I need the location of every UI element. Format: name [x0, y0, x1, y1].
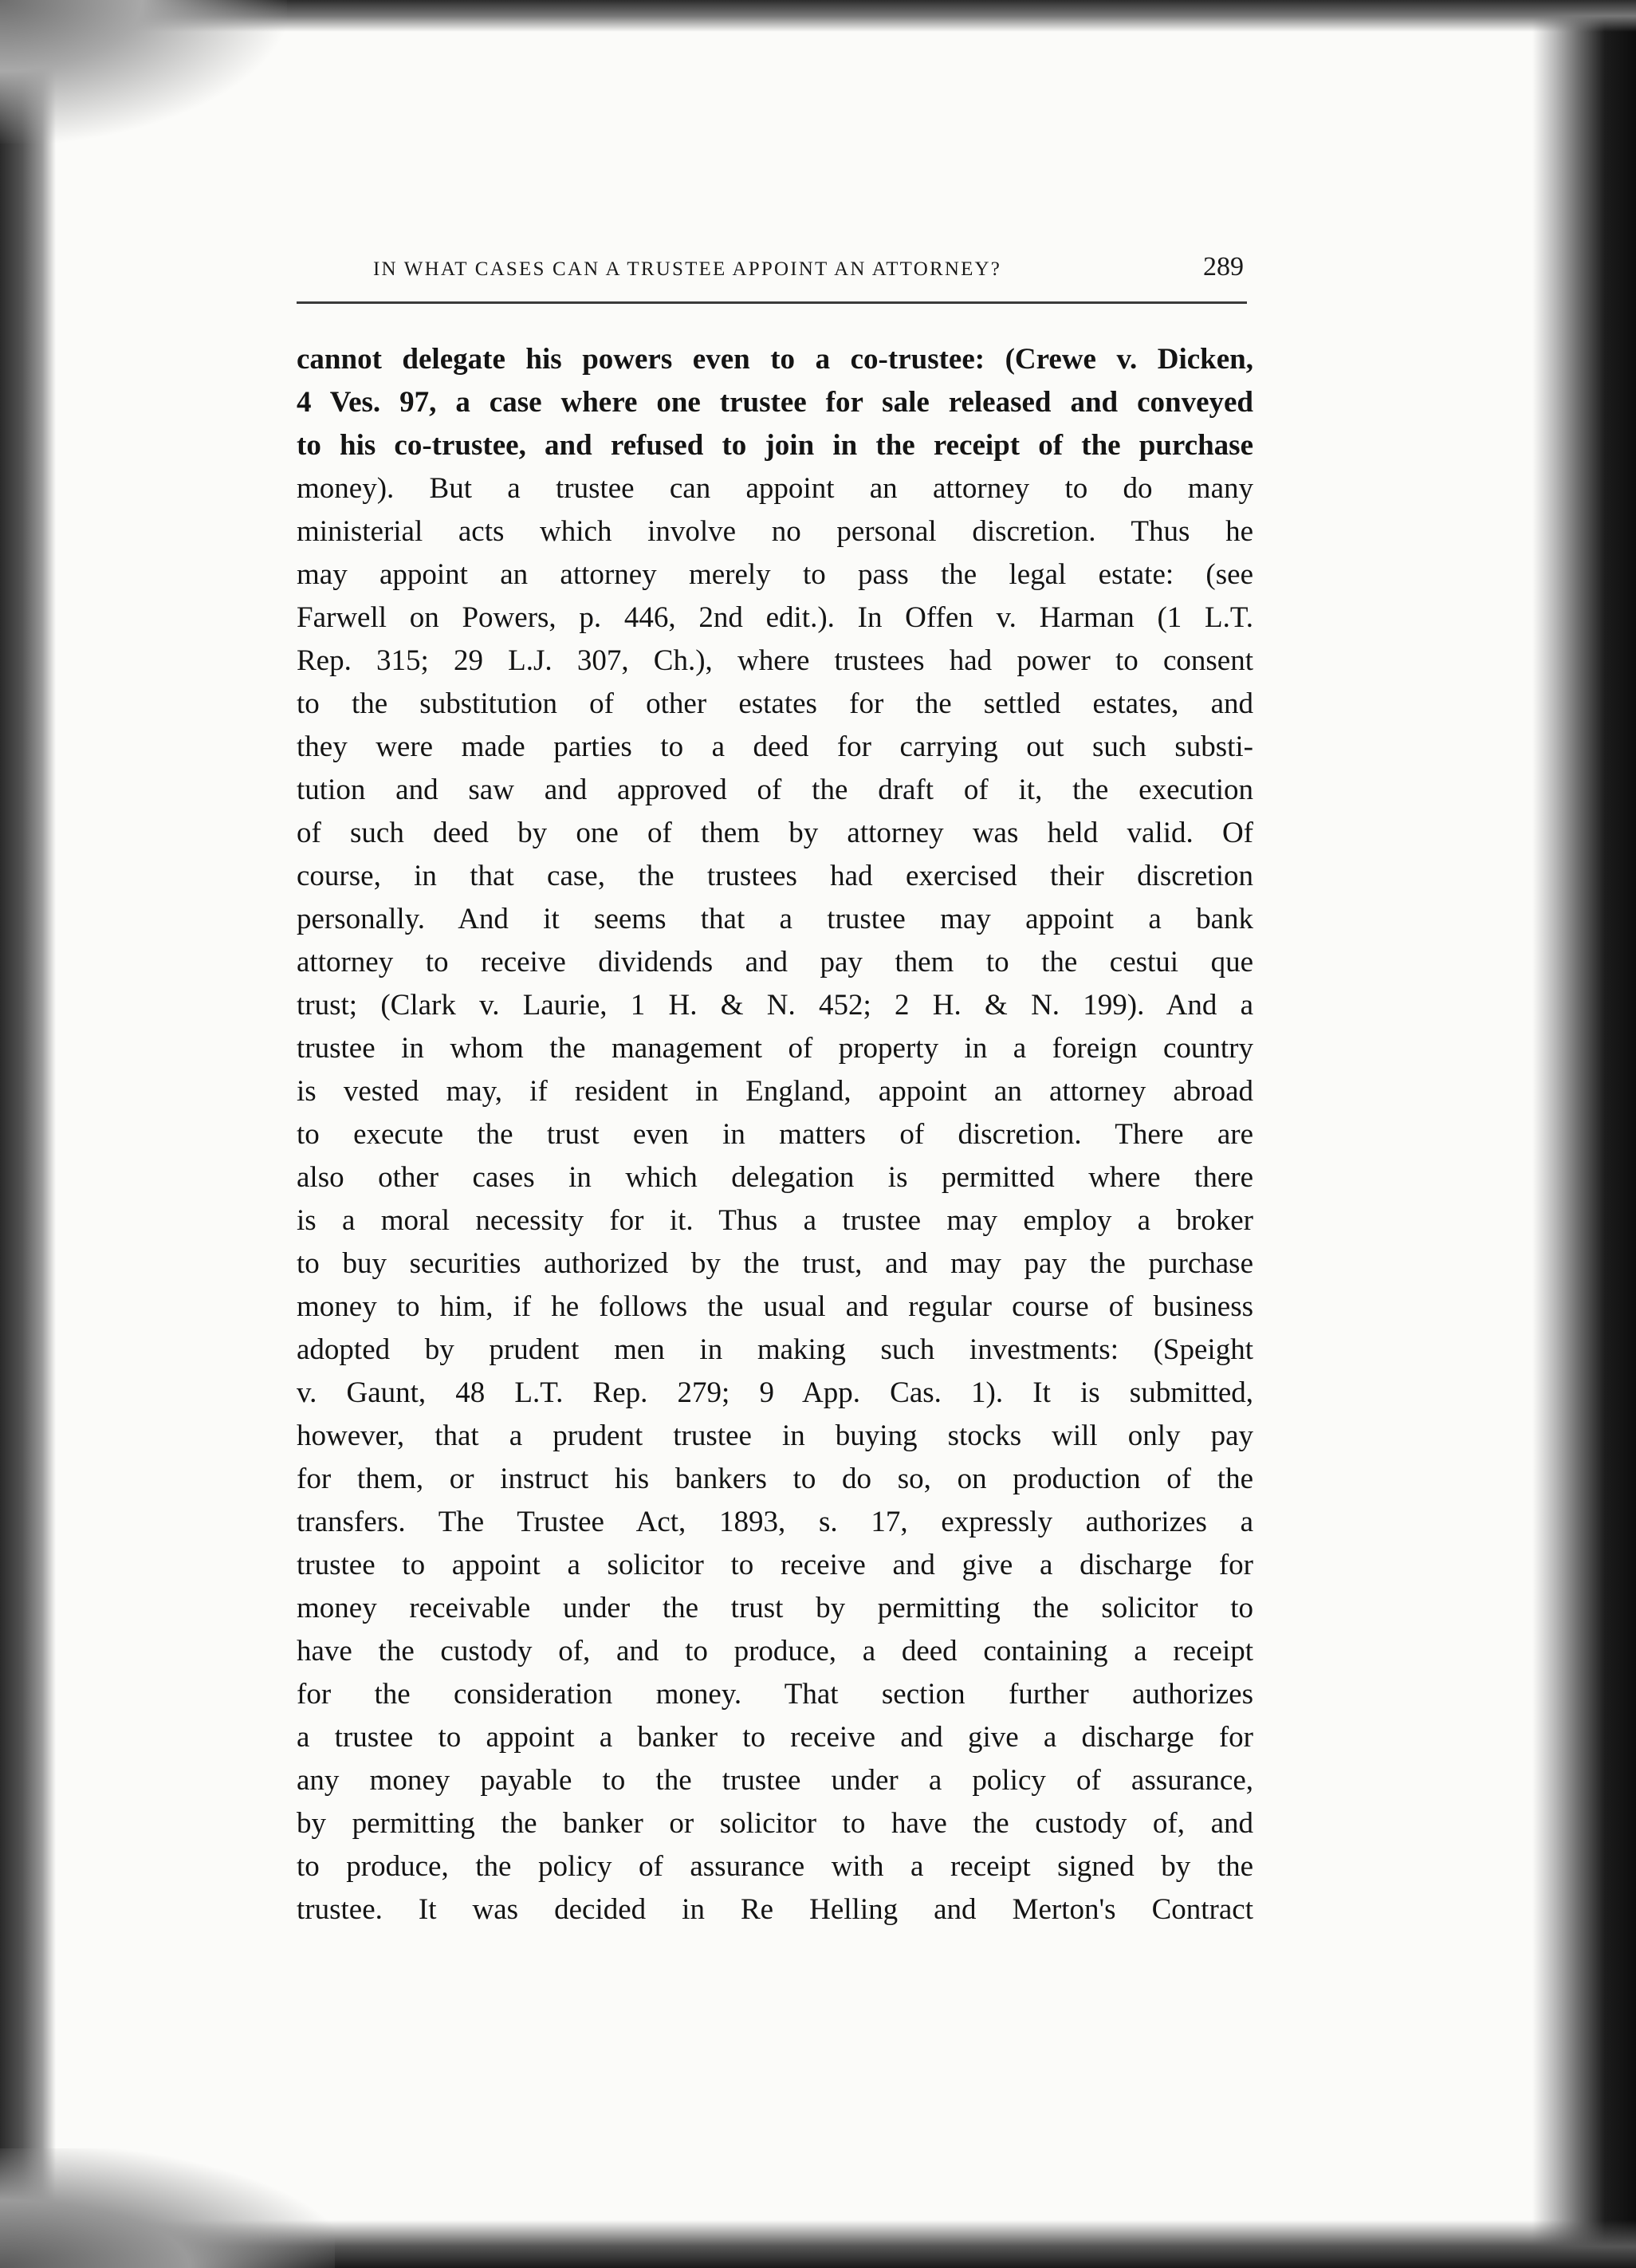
text-line: of such deed by one of them by attorney was held valid. Of	[297, 817, 1253, 849]
text-line: v. Gaunt, 48 L.T. Rep. 279; 9 App. Cas. 1). It is submitted,	[297, 1376, 1253, 1409]
scan-stain-bottom-left	[0, 2148, 335, 2268]
text-line: adopted by prudent men in making such investments: (Speight	[297, 1333, 1253, 1366]
text-line: tution and saw and approved of the draft of it, the execution	[297, 774, 1253, 806]
text-line: ministerial acts which involve no personal discretion. Thus he	[297, 515, 1253, 548]
text-line: money). But a trustee can appoint an attorney to do many	[297, 472, 1253, 505]
text-line: is vested may, if resident in England, appoint an attorney abroad	[297, 1075, 1253, 1108]
running-head: IN WHAT CASES CAN A TRUSTEE APPOINT AN ATTORNEY?	[373, 258, 1002, 280]
text-line: cannot delegate his powers even to a co-trustee: (Crewe v. Dicken,	[297, 343, 1253, 376]
text-line: they were made parties to a deed for carrying out such substi-	[297, 730, 1253, 763]
text-line: 4 Ves. 97, a case where one trustee for sale released and conveyed	[297, 386, 1253, 419]
text-line: trustee to appoint a solicitor to receive and give a discharge for	[297, 1549, 1253, 1581]
text-line: money receivable under the trust by permitting the solicitor to	[297, 1592, 1253, 1624]
text-line: to buy securities authorized by the trust, and may pay the purchase	[297, 1247, 1253, 1280]
text-line: may appoint an attorney merely to pass the legal estate: (see	[297, 558, 1253, 591]
page-right-border	[1532, 0, 1636, 2268]
page-binding-shadow	[0, 0, 56, 2268]
text-line: personally. And it seems that a trustee may appoint a bank	[297, 903, 1253, 935]
text-line: also other cases in which delegation is permitted where there	[297, 1161, 1253, 1194]
text-line: to produce, the policy of assurance with a receipt signed by the	[297, 1850, 1253, 1883]
text-line: any money payable to the trustee under a policy of assurance,	[297, 1764, 1253, 1797]
text-line: transfers. The Trustee Act, 1893, s. 17, expressly authorizes a	[297, 1506, 1253, 1538]
body-text	[297, 338, 1253, 1931]
text-line: Rep. 315; 29 L.J. 307, Ch.), where trustees had power to consent	[297, 644, 1253, 677]
text-line: have the custody of, and to produce, a deed containing a receipt	[297, 1635, 1253, 1668]
text-line: to the substitution of other estates for the settled estates, and	[297, 687, 1253, 720]
header-rule	[297, 301, 1247, 304]
scan-stain-top-left	[0, 0, 287, 144]
text-line: money to him, if he follows the usual and regular course of business	[297, 1290, 1253, 1323]
text-line: trustee in whom the management of property in a foreign country	[297, 1032, 1253, 1065]
text-line: a trustee to appoint a banker to receive and give a discharge for	[297, 1721, 1253, 1754]
text-line: trust; (Clark v. Laurie, 1 H. & N. 452; 2 H. & N. 199). And a	[297, 989, 1253, 1022]
text-line: to execute the trust even in matters of discretion. There are	[297, 1118, 1253, 1151]
text-line: however, that a prudent trustee in buying stocks will only pay	[297, 1419, 1253, 1452]
text-line: for them, or instruct his bankers to do so, on production of the	[297, 1463, 1253, 1495]
text-line: course, in that case, the trustees had exercised their discretion	[297, 860, 1253, 892]
text-line: for the consideration money. That section further authorizes	[297, 1678, 1253, 1711]
text-line: trustee. It was decided in Re Helling and Merton's Contract	[297, 1893, 1253, 1926]
text-line: by permitting the banker or solicitor to have the custody of, and	[297, 1807, 1253, 1840]
text-line: to his co-trustee, and refused to join in the receipt of the purchase	[297, 429, 1253, 462]
page-header	[373, 252, 1244, 293]
page-number: 289	[1203, 252, 1244, 282]
text-line: attorney to receive dividends and pay them to the cestui que	[297, 946, 1253, 978]
text-line: is a moral necessity for it. Thus a trustee may employ a broker	[297, 1204, 1253, 1237]
text-line: Farwell on Powers, p. 446, 2nd edit.). In Offen v. Harman (1 L.T.	[297, 601, 1253, 634]
